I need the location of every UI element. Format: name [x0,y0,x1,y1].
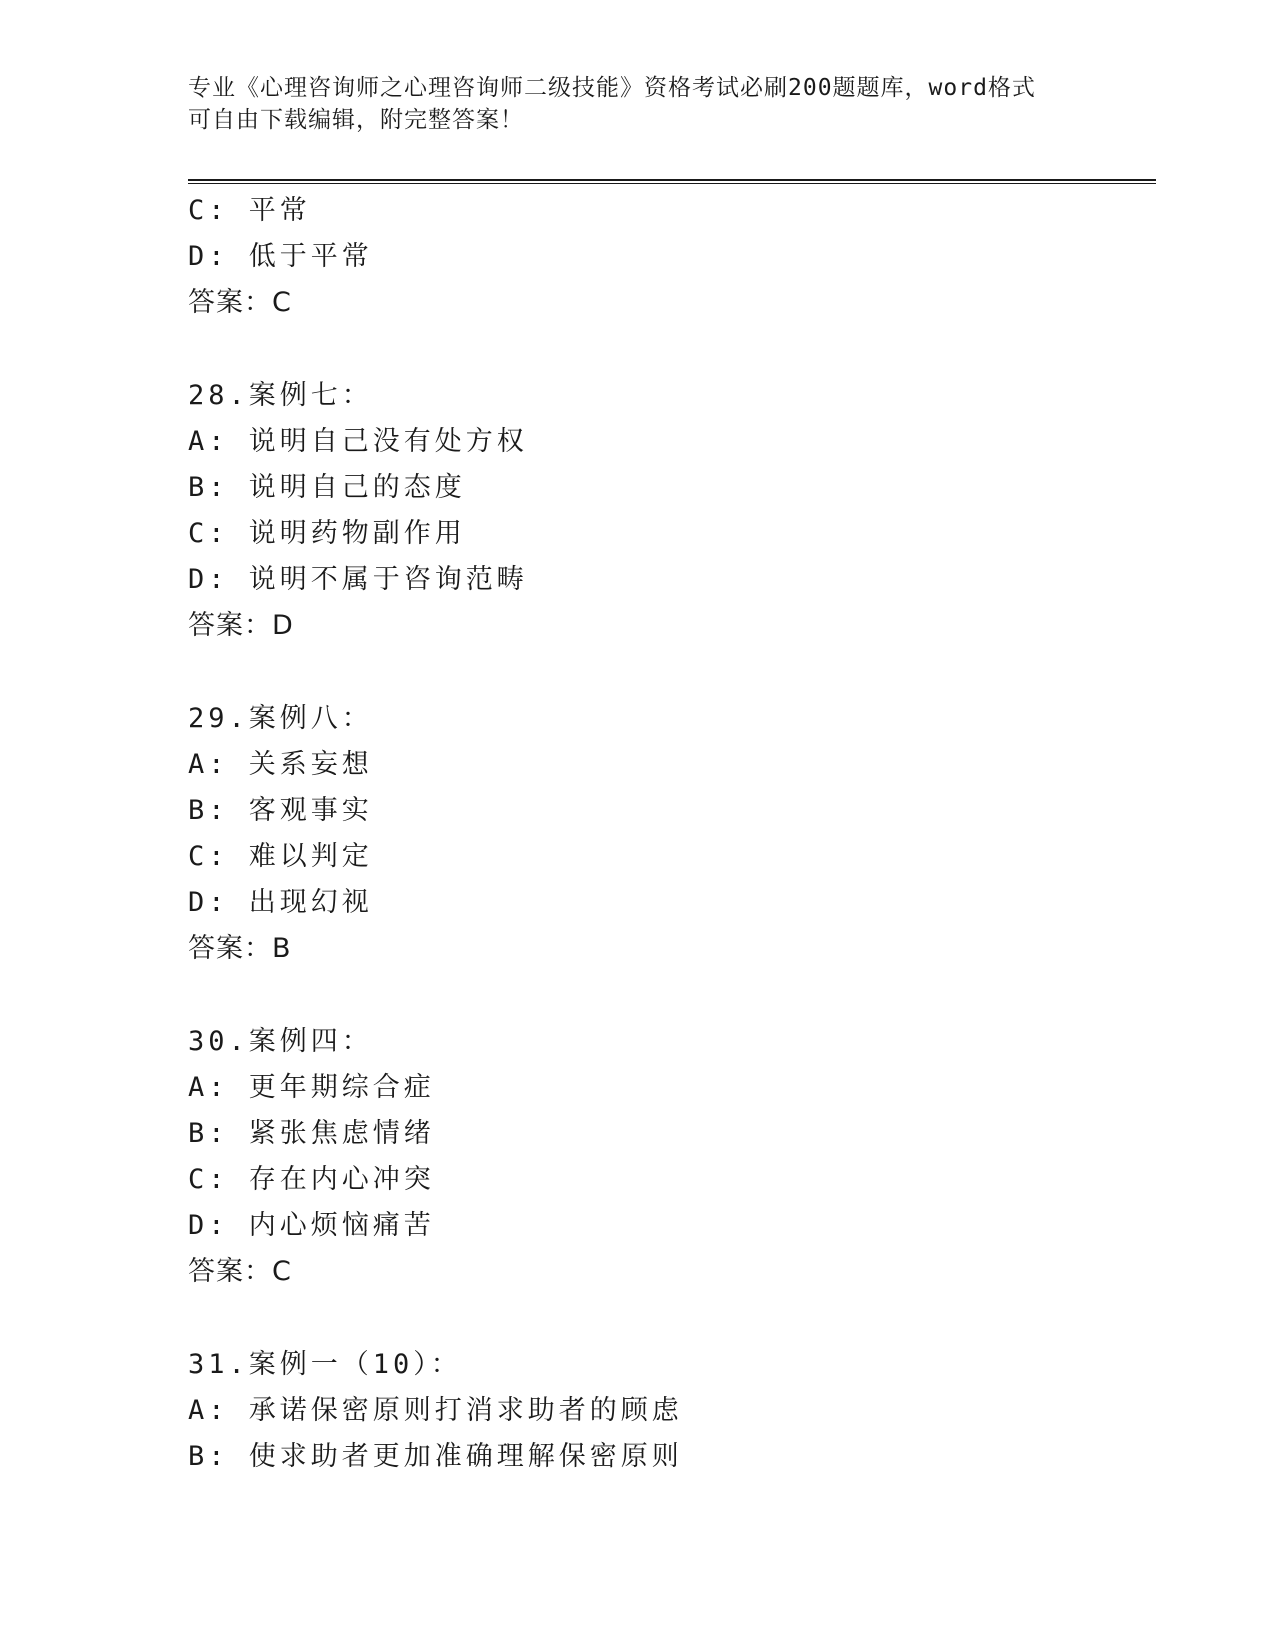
answer-line: 答案：D [188,610,294,641]
option-a: A: 更年期综合症 [188,1072,435,1103]
option-a: A: 说明自己没有处方权 [188,426,528,457]
option-d: D: 低于平常 [188,241,373,272]
question-title: 30.案例四： [188,1026,373,1057]
spacer [188,326,1148,373]
spacer [188,972,1148,1019]
option-c: C: 说明药物副作用 [188,518,466,549]
question-title: 31.案例一（10）： [188,1349,462,1380]
spacer [188,649,1148,696]
header-line-1: 专业《心理咨询师之心理咨询师二级技能》资格考试必刷200题题库，word格式 [188,75,1036,101]
document-header [188,72,1088,136]
answer-line: 答案：C [188,287,292,318]
option-d: D: 说明不属于咨询范畴 [188,564,528,595]
option-b: B: 说明自己的态度 [188,472,466,503]
option-a: A: 关系妄想 [188,749,373,780]
answer-line: 答案：B [188,933,292,964]
option-c: C: 难以判定 [188,841,373,872]
option-b: B: 客观事实 [188,795,373,826]
option-d: D: 内心烦恼痛苦 [188,1210,435,1241]
question-block-30 [188,1019,1148,1295]
option-b: B: 紧张焦虑情绪 [188,1118,435,1149]
header-divider [188,179,1156,181]
option-b: B: 使求助者更加准确理解保密原则 [188,1441,683,1472]
option-c: C: 平常 [188,195,311,226]
answer-line: 答案：C [188,1256,292,1287]
question-block-28 [188,373,1148,649]
option-c: C: 存在内心冲突 [188,1164,435,1195]
question-list [188,188,1148,1480]
question-title: 29.案例八： [188,703,373,734]
question-title: 28.案例七： [188,380,373,411]
option-d: D: 出现幻视 [188,887,373,918]
option-a: A: 承诺保密原则打消求助者的顾虑 [188,1395,683,1426]
question-block-continued [188,188,1148,326]
header-divider-thin [188,183,1156,184]
spacer [188,1295,1148,1342]
header-line-2: 可自由下载编辑，附完整答案！ [188,107,524,133]
question-block-29 [188,696,1148,972]
question-block-31 [188,1342,1148,1480]
